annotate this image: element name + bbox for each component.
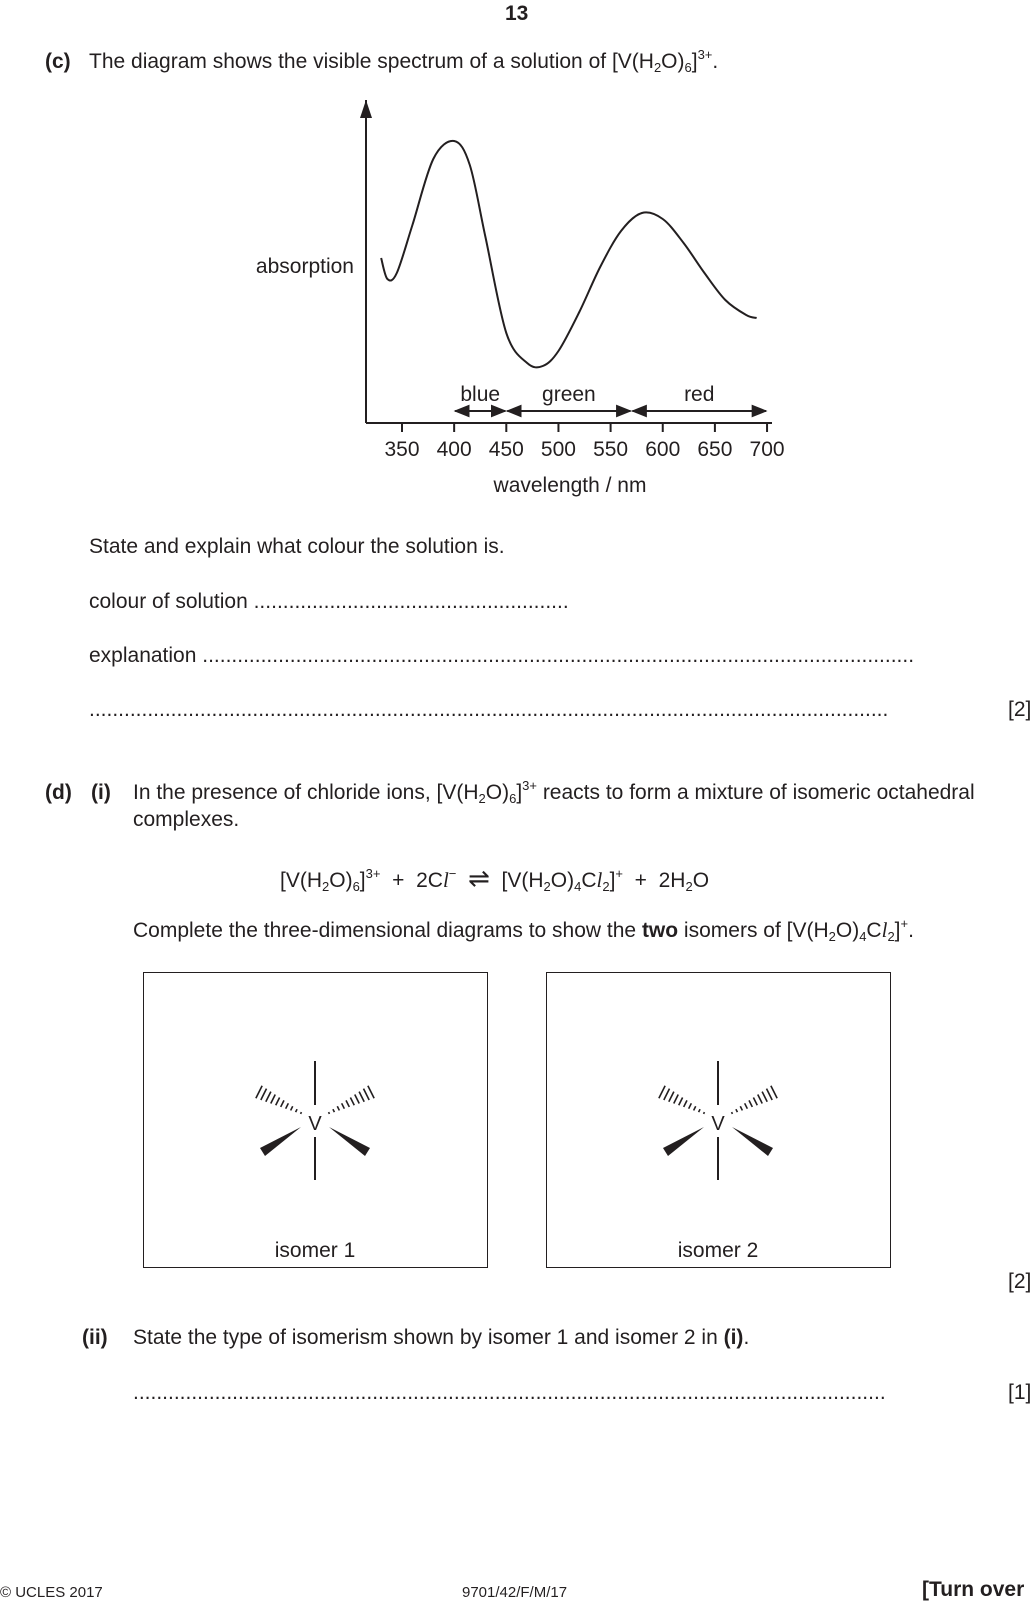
- hash-bond-segment: [286, 1103, 289, 1108]
- octahedral-skeleton-2: [547, 973, 889, 1265]
- hash-bond-segment: [674, 1095, 678, 1104]
- isomer-2-label: isomer 2: [677, 1239, 759, 1262]
- part-d-ii-label: (ii): [82, 1326, 108, 1349]
- equilibrium-equation: $[V(H_2O)_6]^{3+} + 2Cl^-$ ⇌ $[V(H_2O)_4Cl_2]^+ + 2H_2O$: [280, 863, 710, 894]
- x-tick-label: 350: [384, 438, 420, 461]
- part-d-ii-mark: [1]: [1008, 1381, 1032, 1404]
- part-d-i-label: (i): [91, 781, 111, 804]
- x-tick-label: 400: [436, 438, 472, 461]
- hash-bond-segment: [704, 1112, 705, 1114]
- hash-bond-segment: [271, 1095, 275, 1104]
- wedge-bond-right: [732, 1127, 773, 1156]
- hash-bond-segment: [732, 1112, 733, 1114]
- band-label-blue: blue: [460, 383, 501, 406]
- part-d-i-text: In the presence of chloride ions, $[V(H_2O)_6]^{3+}$ reacts to form a mixture of isomeric octahedral: [133, 778, 975, 806]
- hash-bond-segment: [758, 1095, 762, 1104]
- hash-bond-segment: [749, 1100, 752, 1107]
- hash-bond-segment: [342, 1103, 345, 1108]
- hash-bond-segment: [679, 1097, 683, 1105]
- x-tick-label: 500: [540, 438, 576, 461]
- part-d-label: (d): [45, 781, 72, 804]
- hash-bond-segment: [346, 1100, 349, 1107]
- hash-bond-segment: [296, 1109, 297, 1112]
- colour-of-solution-line[interactable]: colour of solution ......................................................: [89, 590, 569, 613]
- band-label-green: green: [542, 383, 596, 406]
- hash-bond-segment: [350, 1097, 354, 1105]
- hash-bond-segment: [333, 1109, 334, 1112]
- hash-bond-segment: [368, 1086, 374, 1099]
- absorption-curve: [381, 141, 756, 368]
- x-tick-label: 650: [697, 438, 733, 461]
- page-number: 13: [505, 2, 529, 25]
- octahedral-skeleton-1: [144, 973, 486, 1265]
- state-explain-prompt: State and explain what colour the solution is.: [89, 535, 505, 558]
- x-tick-label: 450: [488, 438, 524, 461]
- hash-bond-segment: [291, 1106, 293, 1110]
- x-tick-label: 550: [593, 438, 629, 461]
- x-tick-label: 700: [749, 438, 785, 461]
- y-axis-arrow: [360, 100, 372, 118]
- hash-bond-segment: [740, 1106, 742, 1110]
- absorption-spectrum-chart: [0, 0, 1034, 520]
- equilibrium-arrow: ⇌: [468, 863, 490, 893]
- hash-bond-segment: [355, 1095, 359, 1104]
- wedge-bond-right: [329, 1127, 370, 1156]
- explanation-line[interactable]: explanation ..........................................................................................................................: [89, 644, 915, 667]
- part-d-ii-text: State the type of isomerism shown by isomer 1 and isomer 2 in (i).: [133, 1326, 750, 1349]
- hash-bond-segment: [753, 1097, 757, 1105]
- hash-bond-segment: [745, 1103, 748, 1108]
- hash-bond-segment: [669, 1092, 674, 1102]
- vanadium-symbol: V: [308, 1113, 322, 1135]
- hash-bond-segment: [736, 1109, 737, 1112]
- hash-bond-segment: [266, 1092, 271, 1102]
- footer-copyright: © UCLES 2017: [0, 1584, 103, 1601]
- isomer-1-box[interactable]: [143, 972, 488, 1268]
- hash-bond-segment: [337, 1106, 339, 1110]
- hash-bond-segment: [762, 1092, 767, 1102]
- x-axis-label: wavelength / nm: [493, 474, 647, 497]
- hash-bond-segment: [281, 1100, 284, 1107]
- part-d-i-text-cont: complexes.: [133, 808, 240, 831]
- isomerism-answer-line[interactable]: .................................................................................................................................: [133, 1381, 886, 1404]
- y-axis-label: absorption: [255, 255, 354, 278]
- hash-bond-segment: [771, 1086, 777, 1099]
- vanadium-symbol: V: [711, 1113, 725, 1135]
- part-c-mark: [2]: [1008, 698, 1032, 721]
- isomer-1-label: isomer 1: [274, 1239, 356, 1262]
- hash-bond-segment: [664, 1089, 670, 1100]
- part-c-intro: The diagram shows the visible spectrum of a solution of $[V(H_2O)_6]^{3+}$.: [89, 47, 719, 75]
- wedge-bond-left: [260, 1127, 301, 1156]
- hash-bond-segment: [767, 1089, 773, 1100]
- part-c-label: (c): [45, 50, 71, 73]
- footer-code: 9701/42/F/M/17: [462, 1584, 568, 1601]
- x-tick-label: 600: [645, 438, 681, 461]
- hash-bond-segment: [359, 1092, 364, 1102]
- hash-bond-segment: [329, 1112, 330, 1114]
- hash-bond-segment: [694, 1106, 696, 1110]
- hash-bond-segment: [364, 1089, 370, 1100]
- hash-bond-segment: [689, 1103, 692, 1108]
- hash-bond-segment: [659, 1086, 665, 1099]
- hash-bond-segment: [261, 1089, 267, 1100]
- complete-diagrams-prompt: Complete the three-dimensional diagrams to show the two isomers of $[V(H_2O)_4Cl_2]^+$.: [133, 916, 914, 944]
- hash-bond-segment: [684, 1100, 687, 1107]
- hash-bond-segment: [276, 1097, 280, 1105]
- footer-turn-over: [Turn over: [922, 1578, 1025, 1601]
- hash-bond-segment: [256, 1086, 262, 1099]
- hash-bond-segment: [301, 1112, 302, 1114]
- explanation-line-2[interactable]: .........................................................................................................................................: [89, 698, 889, 721]
- part-d-i-mark: [2]: [1008, 1270, 1032, 1293]
- band-label-red: red: [684, 383, 715, 406]
- hash-bond-segment: [699, 1109, 700, 1112]
- isomer-2-box[interactable]: [546, 972, 891, 1268]
- wedge-bond-left: [663, 1127, 704, 1156]
